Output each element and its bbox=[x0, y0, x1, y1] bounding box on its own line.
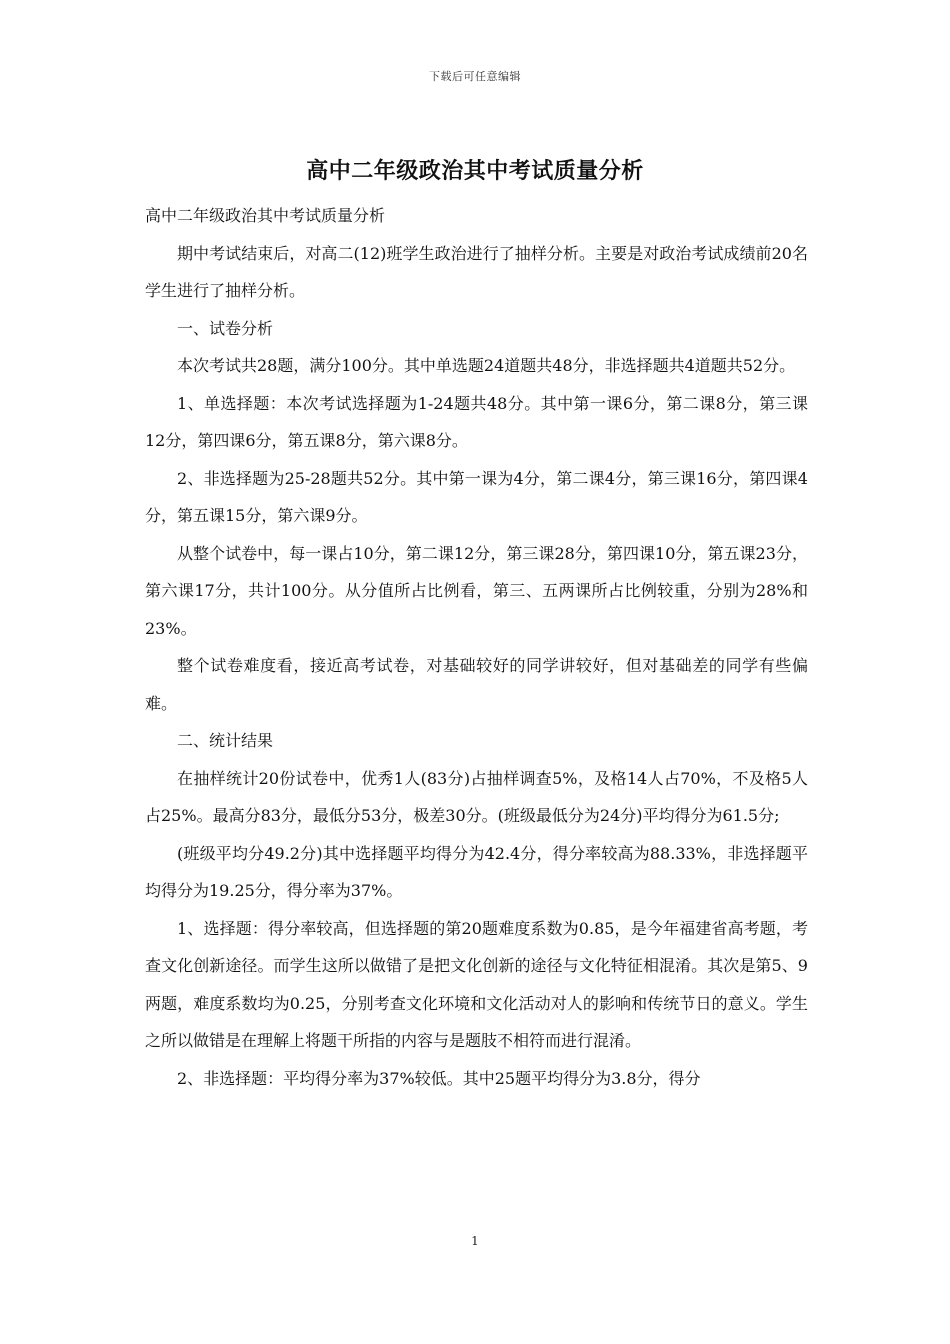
paragraph-single-choice: 1、单选择题：本次考试选择题为1-24题共48分。其中第一课6分，第二课8分，第三课12分，第四课6分，第五课8分，第六课8分。 bbox=[145, 393, 808, 450]
paragraph-exam-overview: 本次考试共28题，满分100分。其中单选题24道题共48分，非选择题共4道题共52分。 bbox=[177, 356, 796, 375]
paragraph-score-distribution: 从整个试卷中，每一课占10分，第二课12分，第三课28分，第四课10分，第五课23分，第六课17分，共计100分。从分值所占比例看，第三、五两课所占比例较重，分别为28%和23%。 bbox=[145, 543, 808, 638]
header-note: 下载后可任意编辑 bbox=[429, 70, 521, 83]
page-number: 1 bbox=[471, 1234, 479, 1248]
document-title: 高中二年级政治其中考试质量分析 bbox=[306, 158, 644, 184]
paragraph-choice-analysis: 1、选择题：得分率较高，但选择题的第20题难度系数为0.85，是今年福建省高考题，考查文化创新途径。而学生这所以做错了是把文化创新的途径与文化特征相混淆。其次是第5、9两题，难度系数均为0.25，分别考查文化环境和文化活动对人的影响和传统节日的意义。学生之所以做错是在理解上将题干所指的内容与是题肢不相符而进行混淆。 bbox=[145, 918, 808, 1050]
body-subtitle: 高中二年级政治其中考试质量分析 bbox=[145, 206, 386, 225]
paragraph-non-choice-analysis: 2、非选择题：平均得分率为37%较低。其中25题平均得分为3.8分，得分 bbox=[177, 1068, 701, 1088]
section-heading-statistics: 二、统计结果 bbox=[177, 731, 274, 750]
paragraph-non-choice: 2、非选择题为25-28题共52分。其中第一课为4分，第二课4分，第三课16分，第四课4分，第五课15分，第六课9分。 bbox=[145, 468, 808, 525]
paragraph-difficulty: 整个试卷难度看，接近高考试卷，对基础较好的同学讲较好，但对基础差的同学有些偏难。 bbox=[145, 656, 808, 713]
paragraph-intro: 期中考试结束后，对高二(12)班学生政治进行了抽样分析。主要是对政治考试成绩前20名学生进行了抽样分析。 bbox=[145, 243, 808, 300]
paragraph-sample-stats: 在抽样统计20份试卷中，优秀1人(83分)占抽样调查5%，及格14人占70%，不及格5人占25%。最高分83分，最低分53分，极差30分。(班级最低分为24分)平均得分为61.5分; bbox=[145, 768, 808, 825]
paragraph-class-average: (班级平均分49.2分)其中选择题平均得分为42.4分，得分率较高为88.33%，非选择题平均得分为19.25分，得分率为37%。 bbox=[145, 843, 808, 900]
section-heading-paper-analysis: 一、试卷分析 bbox=[177, 318, 274, 338]
document-body bbox=[145, 197, 808, 1097]
